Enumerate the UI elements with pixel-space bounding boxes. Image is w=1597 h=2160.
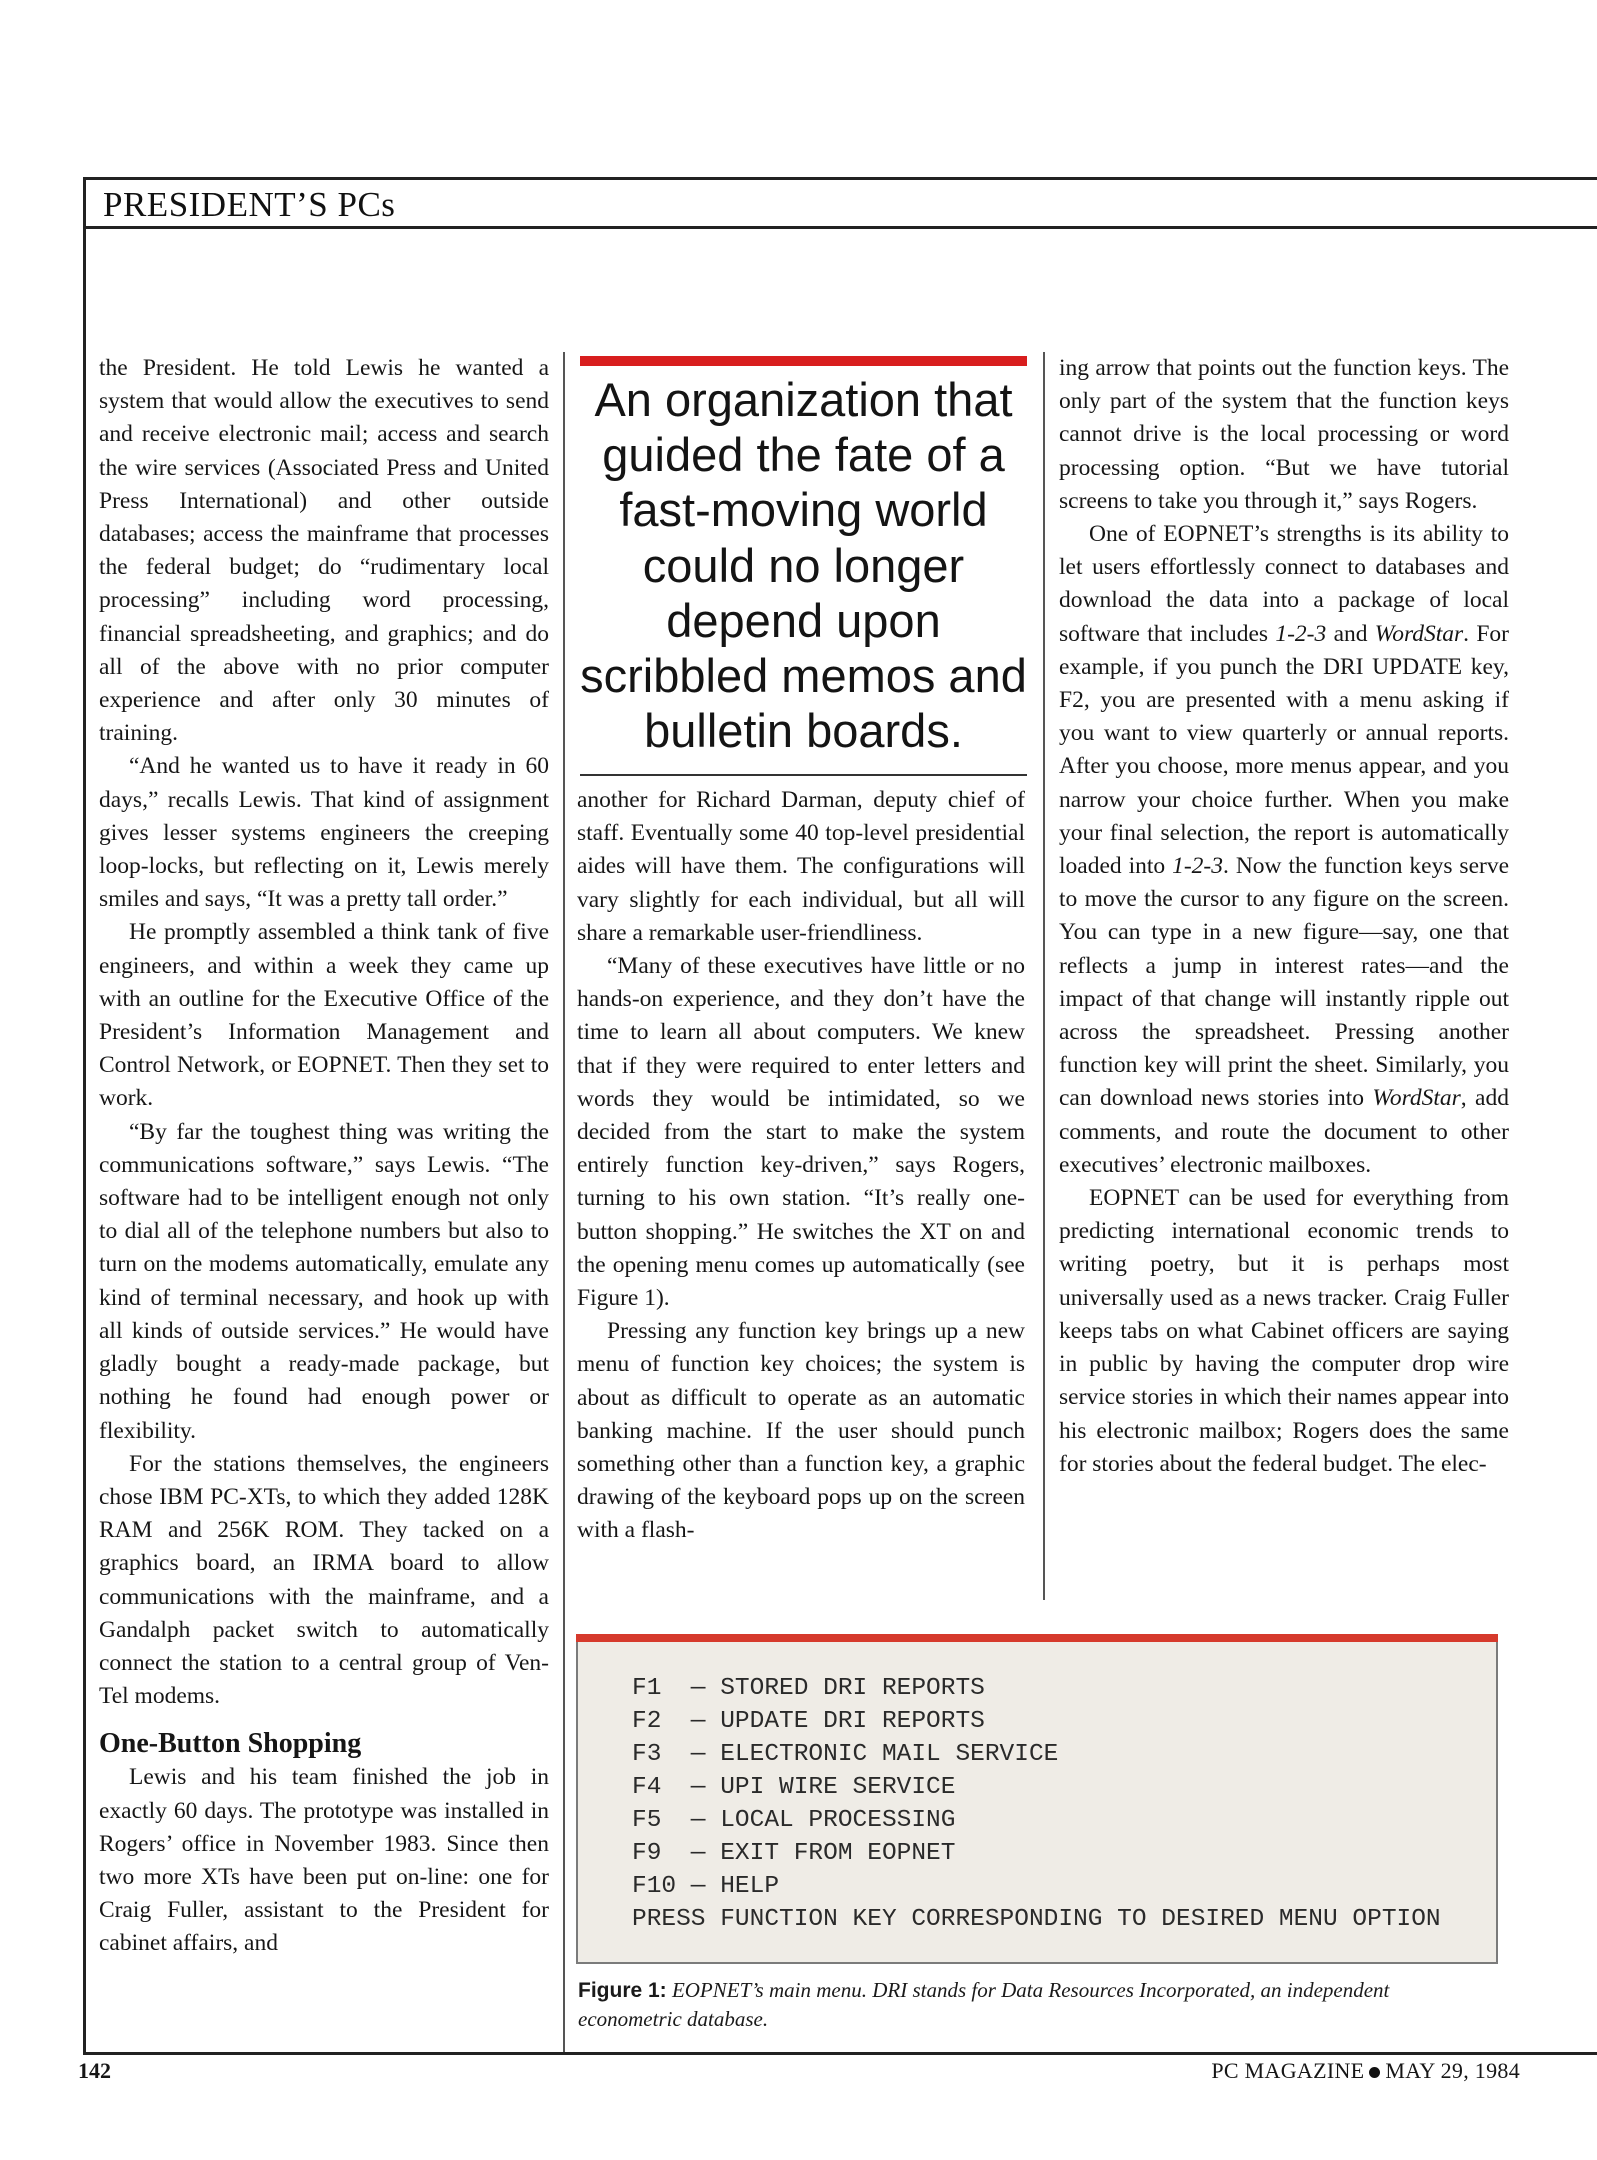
magazine-name: PC MAGAZINE [1211, 2058, 1365, 2083]
paragraph: Pressing any function key brings up a new menu of function key choices; the system is about as difficult to operate as an automatic banking machine. If the user should punch something other than a function key, a graphic drawing of the keyboard pops up on the screen with a flash- [577, 1318, 1025, 1544]
figure-caption-text: EOPNET’s main menu. DRI stands for Data Resources Incorporated, an independent econometric database. [578, 1978, 1390, 2031]
menu-item-f5: F5 — LOCAL PROCESSING [632, 1807, 956, 1834]
pull-quote: An organization that guided the fate of a fast-moving world could no longer depend upon scribbled memos and bulletin boards. [580, 373, 1027, 758]
paragraph: the President. He told Lewis he wanted a system that would allow the executives to send and receive electronic mail; access and search the wire services (Associated Press and United Press International) and other outside databases; access the mainframe that processes the federal budget; do “rudimentary local processing” including word processing, financial spreadsheeting, and graphics; and do all of the above with no prior computer experience and after only 30 minutes of training. [99, 355, 549, 747]
issue-date: MAY 29, 1984 [1385, 2058, 1520, 2083]
menu-item-f3: F3 — ELECTRONIC MAIL SERVICE [632, 1741, 1059, 1768]
paragraph: “Many of these executives have little or no hands-on experience, and they don’t have the time to learn all about computers. We knew that if they were required to enter letters and words they would be intimidated, so we decided from the start to make the system entirely function key-driven,” says Rogers, turning to his own station. “It’s really one-button shopping.” He switches the XT on and the opening menu comes up automatically (see Figure 1). [577, 953, 1025, 1312]
paragraph: For the stations themselves, the engineers chose IBM PC-XTs, to which they added 128K RAM and 256K ROM. They tacked on a graphics board, an IRMA board to allow communications with the mainframe, and a Gandalph packet switch to automatically connect the station to a central group of Ven-Tel modems. [99, 1450, 549, 1710]
page-frame-left-rule [83, 229, 86, 2055]
paragraph: “And he wanted us to have it ready in 60 days,” recalls Lewis. That kind of assignment gives lesser systems engineers the creeping loop-locks, but reflecting on it, Lewis merely smiles and says, “It was a pretty tall order.” [99, 753, 549, 913]
paragraph: He promptly assembled a think tank of five engineers, and within a week they came up with an outline for the Executive Office of the President’s Information Management and Control Network, or EOPNET. Then they set to work. [99, 919, 549, 1112]
figure-label: Figure 1: [578, 1979, 667, 2002]
article-column-3 [1059, 352, 1509, 1481]
section-title: PRESIDENT’S PCs [103, 185, 396, 224]
paragraph: One of EOPNET’s strengths is its ability to let users effortlessly connect to databases and download the data into a package of local software that includes 1-2-3 and WordStar. For example, if you punch the DRI UPDATE key, F2, you are presented with a menu asking if you want to view quarterly or annual reports. After you choose, more menus appear, and you narrow your choice further. When you make your final selection, the report is automatically loaded into 1-2-3. Now the function keys serve to move the cursor to any figure on the screen. You can type in a new figure—say, one that reflects a jump in interest rates—and the impact of that change will instantly ripple out across the spreadsheet. Pressing another function key will print the sheet. Similarly, you can download news stories into WordStar, add comments, and route the document to other executives’ electronic mailboxes. [1059, 521, 1510, 1178]
article-column-2 [577, 784, 1025, 1548]
footer-publication [1150, 2058, 1520, 2084]
figure-caption [578, 1976, 1498, 2034]
subhead: One-Button Shopping [99, 1728, 362, 1760]
paragraph: another for Richard Darman, deputy chief of staff. Eventually some 40 top-level presidential aides will have them. The configurations will vary slightly for each individual, but all will share a remarkable user-friendliness. [577, 787, 1025, 946]
column-rule-left [563, 352, 565, 2052]
pull-quote-accent-bar [580, 356, 1027, 366]
page-frame-bottom-rule [83, 2052, 1597, 2055]
paragraph: EOPNET can be used for everything from predicting international economic trends to writing poetry, but it is perhaps most universally used as a news tracker. Craig Fuller keeps tabs on what Cabinet officers are saying in public by having the computer drop wire service stories in which their names appear into his electronic mailbox; Rogers does the same for stories about the federal budget. The elec- [1059, 1185, 1509, 1477]
menu-prompt: PRESS FUNCTION KEY CORRESPONDING TO DESIRED MENU OPTION [632, 1906, 1441, 1933]
menu-item-f9: F9 — EXIT FROM EOPNET [632, 1840, 956, 1867]
paragraph: Lewis and his team finished the job in exactly 60 days. The prototype was installed in Rogers’ office in November 1983. Since then two more XTs have been put on-line: one for Craig Fuller, assistant to the President for cabinet affairs, and [99, 1764, 549, 1957]
bullet-dot-icon [1369, 2067, 1380, 2078]
menu-item-f10: F10 — HELP [632, 1873, 780, 1900]
figure-accent-bar [576, 1634, 1498, 1642]
menu-item-f1: F1 — STORED DRI REPORTS [632, 1675, 985, 1702]
column-rule-right [1043, 352, 1045, 1600]
menu-item-f2: F2 — UPDATE DRI REPORTS [632, 1708, 985, 1735]
paragraph: “By far the toughest thing was writing the communications software,” says Lewis. “The software had to be intelligent enough not only to dial all of the telephone numbers but also to turn on the modems automatically, emulate any kind of terminal necessary, and hook up with all kinds of outside services.” He would have gladly bought a ready-made package, but nothing he found had enough power or flexibility. [99, 1118, 549, 1444]
page-number: 142 [78, 2058, 111, 2083]
menu-item-f4: F4 — UPI WIRE SERVICE [632, 1774, 956, 1801]
article-column-1 [99, 352, 549, 1961]
paragraph: ing arrow that points out the function keys. The only part of the system that the function keys cannot drive is the local processing or word processing option. “But we have tutorial screens to take you through it,” says Rogers. [1059, 355, 1509, 514]
pull-quote-rule [580, 774, 1027, 776]
